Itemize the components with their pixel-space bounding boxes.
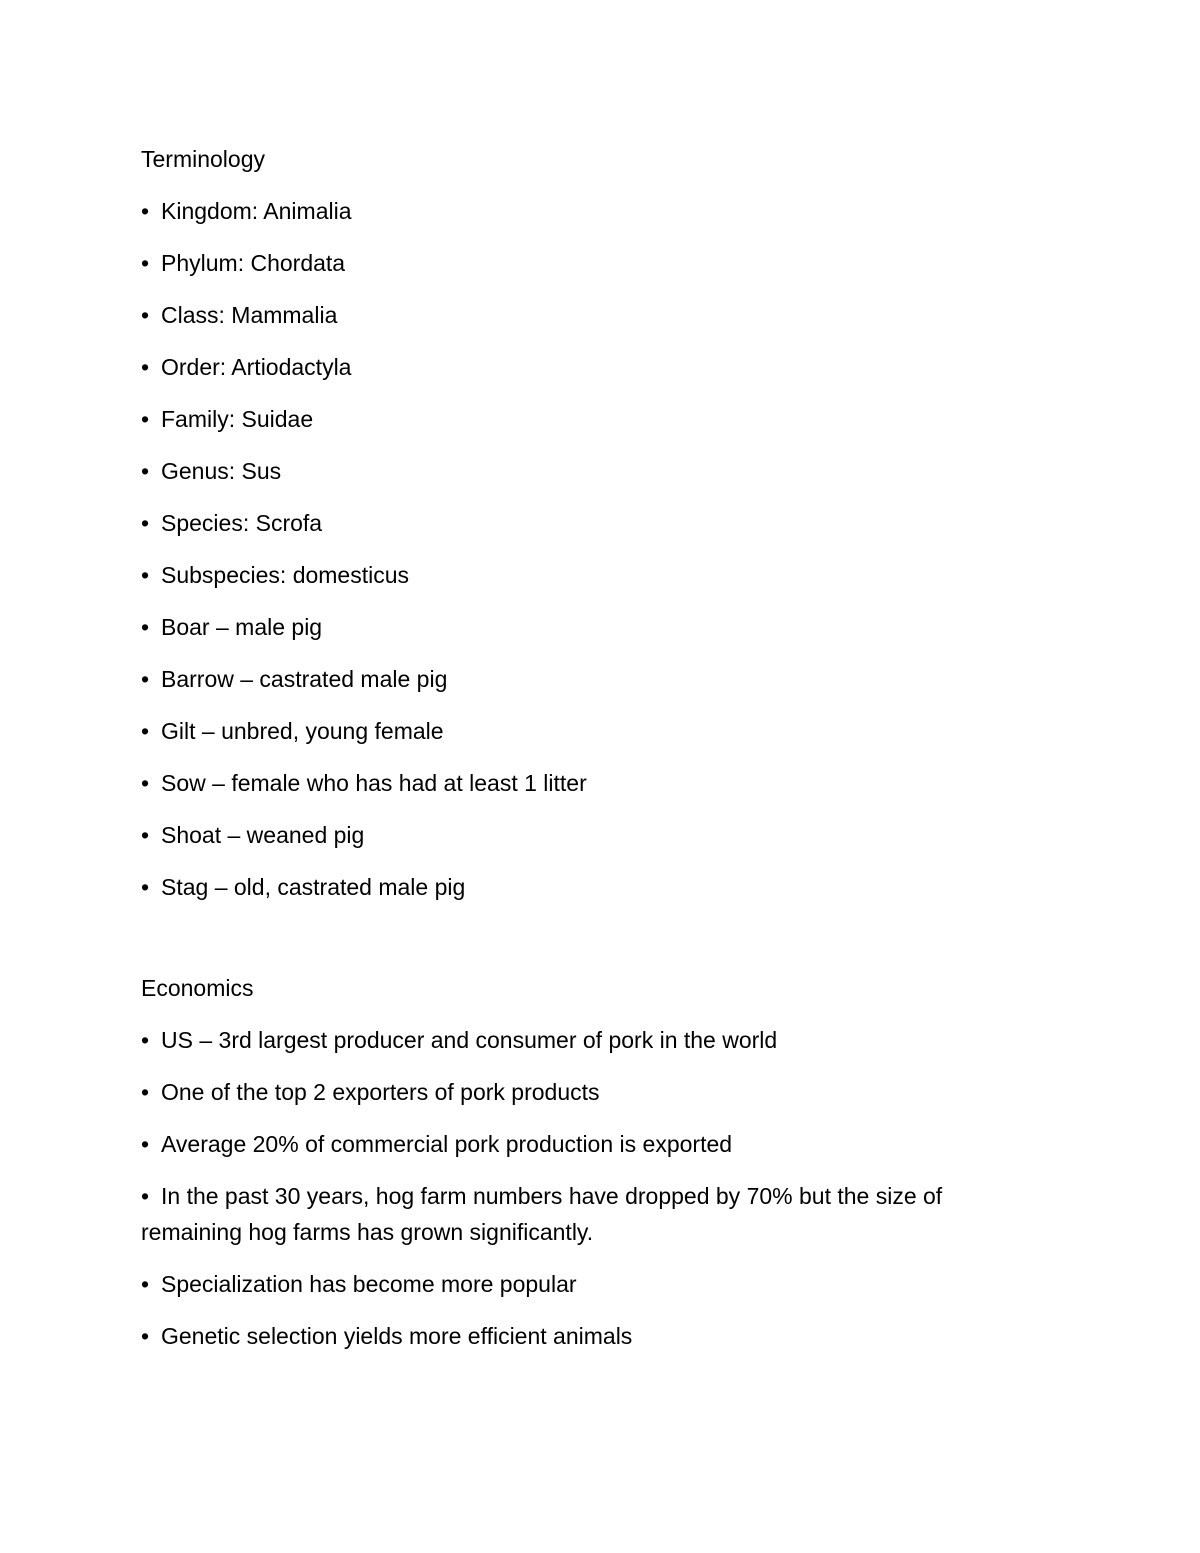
list-item-text: Family: Suidae: [161, 406, 314, 432]
list-item: [141, 765, 1041, 801]
list-item: [141, 713, 1041, 749]
list-item-text: Shoat – weaned pig: [161, 822, 365, 848]
list-item: [141, 349, 1041, 385]
bullet-icon: •: [141, 406, 150, 432]
bullet-icon: •: [141, 874, 150, 900]
bullet-icon: •: [141, 1079, 150, 1105]
list-item-text: Barrow – castrated male pig: [161, 666, 448, 692]
list-item-text: Gilt – unbred, young female: [161, 718, 444, 744]
bullet-icon: •: [141, 198, 150, 224]
bullet-icon: •: [141, 250, 150, 276]
list-item: [141, 817, 1041, 853]
list-item-text: Average 20% of commercial pork production is exported: [161, 1131, 733, 1157]
list-item-text: Class: Mammalia: [161, 302, 338, 328]
list-item-text: One of the top 2 exporters of pork products: [161, 1079, 600, 1105]
list-item-text: Species: Scrofa: [161, 510, 323, 536]
list-item: [141, 193, 1041, 229]
list-item-text: Specialization has become more popular: [161, 1271, 577, 1297]
bullet-icon: •: [141, 354, 150, 380]
bullet-icon: •: [141, 458, 150, 484]
list-item-text: Subspecies: domesticus: [161, 562, 410, 588]
list-item: [141, 505, 1041, 541]
bullet-icon: •: [141, 302, 150, 328]
terminology-heading: Terminology: [141, 146, 265, 172]
list-item: [141, 661, 1041, 697]
list-item-text: In the past 30 years, hog farm numbers have dropped by 70% but the size of remaining hog farms has grown significantly.: [141, 1183, 943, 1245]
list-item: [141, 1022, 1041, 1058]
list-item-text: Stag – old, castrated male pig: [161, 874, 466, 900]
bullet-icon: •: [141, 1323, 150, 1349]
terminology-section: [141, 141, 1041, 921]
list-item-text: Kingdom: Animalia: [161, 198, 352, 224]
list-item-text: Boar – male pig: [161, 614, 323, 640]
list-item-text: Order: Artiodactyla: [161, 354, 352, 380]
bullet-icon: •: [141, 1271, 150, 1297]
list-item: [141, 1126, 1041, 1162]
list-item: [141, 1266, 1041, 1302]
economics-section: [141, 970, 1041, 1370]
bullet-icon: •: [141, 822, 150, 848]
bullet-icon: •: [141, 718, 150, 744]
list-item: [141, 869, 1041, 905]
list-item: [141, 401, 1041, 437]
economics-list: [141, 1022, 1041, 1354]
list-item: [141, 557, 1041, 593]
list-item: [141, 1074, 1041, 1110]
list-item-text: Genetic selection yields more efficient animals: [161, 1323, 633, 1349]
list-item: [141, 297, 1041, 333]
list-item-text: Phylum: Chordata: [161, 250, 346, 276]
list-item: [141, 1318, 1041, 1354]
bullet-icon: •: [141, 510, 150, 536]
list-item: [141, 245, 1041, 281]
list-item: [141, 609, 1041, 645]
economics-heading: Economics: [141, 975, 254, 1001]
list-item-text: US – 3rd largest producer and consumer of pork in the world: [161, 1027, 778, 1053]
list-item-text: Genus: Sus: [161, 458, 282, 484]
list-item: [141, 453, 1041, 489]
list-item-text: Sow – female who has had at least 1 litter: [161, 770, 587, 796]
bullet-icon: •: [141, 666, 150, 692]
bullet-icon: •: [141, 614, 150, 640]
terminology-list: [141, 193, 1041, 905]
bullet-icon: •: [141, 562, 150, 588]
bullet-icon: •: [141, 1131, 150, 1157]
bullet-icon: •: [141, 1027, 150, 1053]
bullet-icon: •: [141, 1183, 150, 1209]
bullet-icon: •: [141, 770, 150, 796]
list-item: [141, 1178, 1041, 1250]
